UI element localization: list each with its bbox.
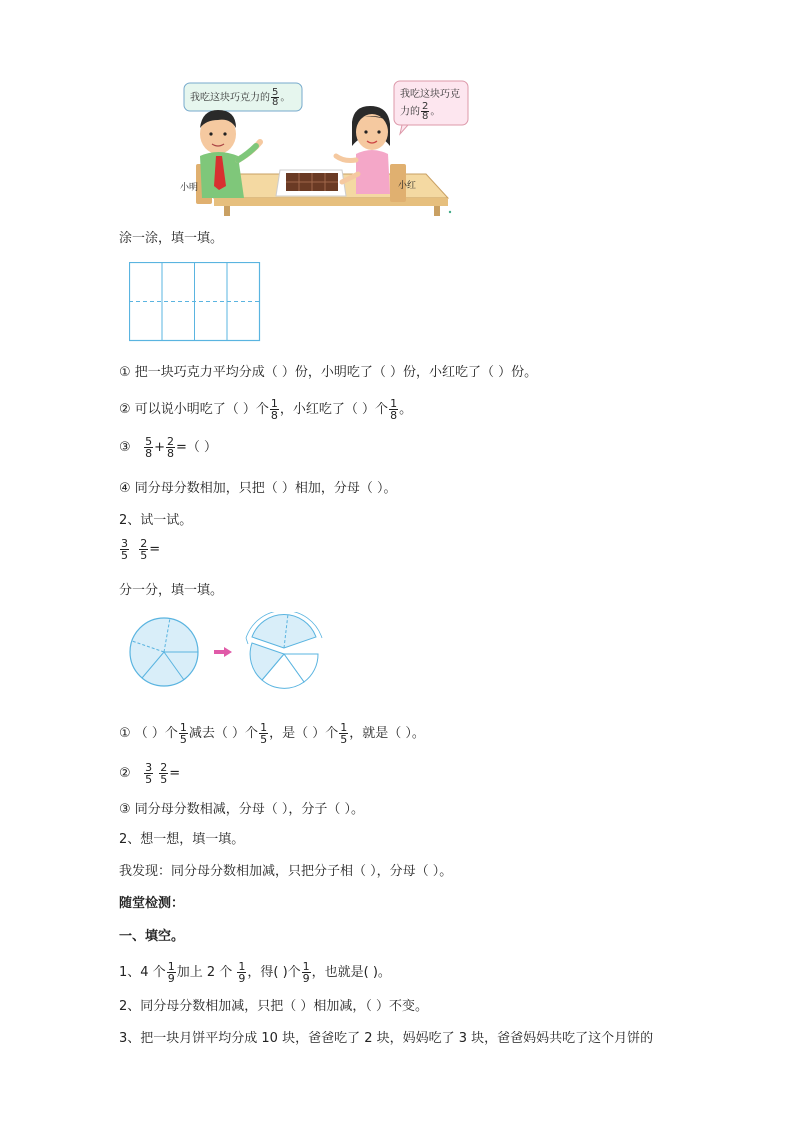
fraction: $\frac{2}{5}$ [140, 537, 148, 562]
pie-subtraction-figure [128, 612, 328, 692]
fraction: $\frac{5}{8}$ [272, 87, 279, 108]
fraction-one-eighth: $\frac{1}{8}$ [390, 397, 398, 422]
section2-q2: ② $\frac{3}{5}$ $\frac{2}{5}$ = [119, 761, 181, 786]
check-q2: 2、同分母分数相加减，只把（ ）相加减，（ ）不变。 [119, 999, 429, 1014]
fraction: $\frac{2}{5}$ [160, 761, 168, 786]
section2-heading2: 分一分，填一填。 [119, 583, 224, 598]
fraction: $\frac{2}{8}$ [166, 435, 174, 460]
fraction-one-ninth: $\frac{1}{9}$ [302, 960, 310, 985]
section1-q2: ② 可以说小明吃了（ ）个 $\frac{1}{8}$ ，小红吃了（ ）个 $\frac{1}{8}$ 。 [119, 397, 413, 422]
fraction: $\frac{2}{8}$ [422, 101, 429, 122]
fraction-one-fifth: $\frac{1}{5}$ [340, 721, 348, 746]
section3-heading: 2、想一想，填一填。 [119, 832, 245, 847]
section2-q1: ① （ ）个 $\frac{1}{5}$ 减去（ ）个 $\frac{1}{5}$ ，是（ ）个 $\frac{1}{5}$ ，就是（ ）。 [119, 721, 425, 746]
name-label-xiaohong: 小红 [398, 181, 417, 191]
fraction-one-ninth: $\frac{1}{9}$ [167, 960, 175, 985]
check-q1: 1、4 个 $\frac{1}{9}$ 加上 2 个 $\frac{1}{9}$ ，得( )个 $\frac{1}{9}$ ，也就是( )。 [119, 960, 391, 985]
section2-expression: $\frac{3}{5}$ $\frac{2}{5}$ = [121, 537, 161, 562]
section2-heading: 2、试一试。 [119, 513, 193, 528]
check-subheading: 一、填空。 [119, 929, 185, 944]
pie-diagram [128, 612, 328, 696]
section1-heading: 涂一涂，填一填。 [119, 231, 224, 246]
section1-q1: ① 把一块巧克力平均分成（ ）份，小明吃了（ ）份，小红吃了（ ）份。 [119, 365, 538, 380]
fraction-one-ninth: $\frac{1}{9}$ [238, 960, 246, 985]
fraction-one-eighth: $\frac{1}{8}$ [270, 397, 278, 422]
chocolate-grid[interactable] [129, 262, 261, 346]
fraction: $\frac{3}{5}$ [121, 537, 128, 562]
section1-q3: ③ $\frac{5}{8}$ + $\frac{2}{8}$ =（ ） [119, 435, 217, 460]
section1-q4: ④ 同分母分数相加，只把（ ）相加，分母（ ）。 [119, 481, 397, 496]
fraction-one-fifth: $\frac{1}{5}$ [260, 721, 268, 746]
fraction-one-fifth: $\frac{1}{5}$ [179, 721, 187, 746]
fraction: $\frac{5}{8}$ [145, 435, 153, 460]
check-q3: 3、把一块月饼平均分成 10 块，爸爸吃了 2 块，妈妈吃了 3 块，爸爸妈妈共吃了这个月饼的 [119, 1031, 654, 1046]
bubble-left-text: 我吃这块巧克力的 $\frac{5}{8}$ 。 [190, 87, 291, 108]
name-label-xiaoming: 小明 [180, 183, 199, 193]
section3-text: 我发现：同分母分数相加减，只把分子相（ ），分母（ ）。 [119, 864, 453, 879]
bubble-right-text: 我吃这块巧克 力的 $\frac{2}{8}$ 。 [400, 89, 460, 122]
check-heading: 随堂检测： [119, 896, 185, 911]
fraction: $\frac{3}{5}$ [145, 761, 153, 786]
grid-2x4 [129, 262, 261, 342]
section2-q3: ③ 同分母分数相减，分母（ ），分子（ ）。 [119, 802, 365, 817]
chocolate-illustration [176, 76, 476, 218]
